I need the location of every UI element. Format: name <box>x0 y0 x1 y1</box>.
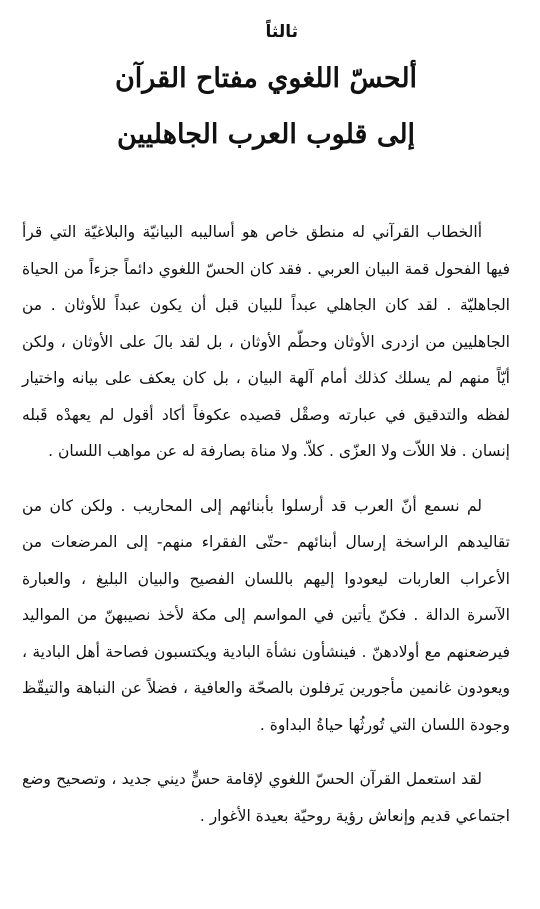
section-number: ثالثاً <box>265 22 298 42</box>
body-text <box>22 214 510 834</box>
title-line-1: ألحسّ اللغوي مفتاح القرآن <box>114 63 418 94</box>
paragraph-3: لقد استعمل القرآن الحسّ اللغوي لإقامة حسٍّ ديني جديد ، وتصحيح وضع اجتماعي قديم وإنعاش رؤية روحيّة بعيدة الأغوار . <box>22 770 510 825</box>
title-line-2: إلى قلوب العرب الجاهليين <box>116 119 416 150</box>
paragraph-1: أالخطاب القرآني له منطق خاص هو أساليبه البيانيّة والبلاغيّة التي قرأ فيها الفحول قمة البيان العربي . فقد كان الحسّ اللغوي دائماً جزءاً من الحياة الجاهليّة . لقد كان الجاهلي عبداً للبيان قبل أن يكون عبداً للأوثان . من الجاهليين من ازدرى الأوثان وحطّم الأوثان ، بل لقد بالَ على الأوثان ، ولكن أيّاً منهم لم يسلك كذلك أمام آلهة البيان ، بل كان يعكف على بيانه واختيار لفظه والتدقيق في عبارته وصقْل قصيده عكوفاً أكاد أقول لم يعهدْه قَبله إنسان . فلا اللاّت ولا العزّى . كلاّ. ولا مناة بصارفة له عن مواهب اللسان . <box>22 223 510 460</box>
paragraph-2: لم نسمع أنّ العرب قد أرسلوا بأبنائهم إلى المحاريب . ولكن كان من تقاليدهم الراسخة إرسال أبنائهم -حتّى الفقراء منهم- إلى المرضعات من الأعراب العاربات ليعودوا إليهم باللسان الفصيح والبيان البليغ ، والعبارة الآسرة الدالة . فكنّ يأتين في المواسم إلى مكة لأخذ نصيبهنّ من المواليد فيرضعنهم مع أولادهنّ . فينشأون نشأة البادية ويكتسبون فصاحة أهل البادية ، ويعودون غانمين مأجورين يَرفلون بالصحّة والعافية ، فضلاً عن النباهة والتيقّظ وجودة اللسان التي تُورثُها حياةُ البداوة . <box>22 496 510 734</box>
